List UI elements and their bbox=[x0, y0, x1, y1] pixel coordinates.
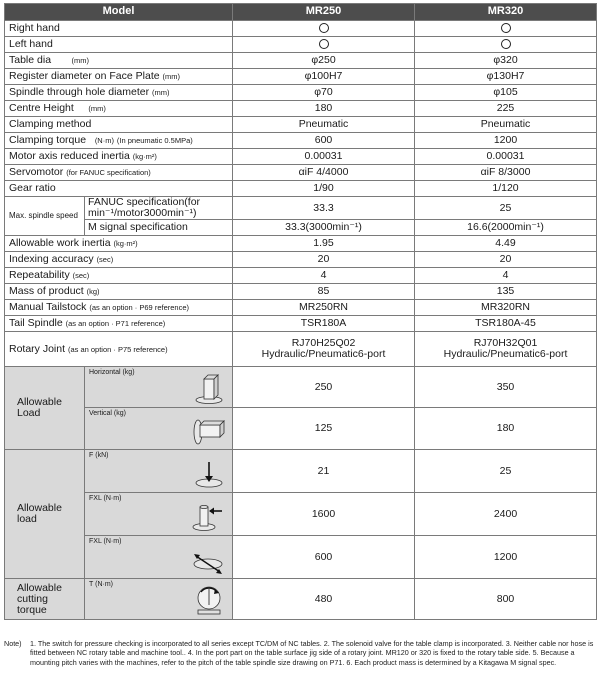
figure-torque bbox=[85, 579, 233, 620]
row-label-cell bbox=[5, 268, 233, 284]
caption-unit: (N·m) bbox=[103, 538, 122, 546]
value-mr250: TSR180A bbox=[233, 316, 415, 332]
value-mr320 bbox=[415, 21, 597, 37]
value-mr250: 33.3(3000min⁻¹) bbox=[233, 220, 415, 236]
value-mr250: MR250RN bbox=[233, 300, 415, 316]
value-mr320: 1/120 bbox=[415, 181, 597, 197]
figure-caption bbox=[89, 581, 113, 588]
row-label-cell bbox=[5, 85, 233, 101]
row-label: Centre Height bbox=[9, 101, 74, 114]
value-mr320 bbox=[415, 37, 597, 53]
row-label: Clamping method bbox=[5, 117, 233, 133]
moment-load-icon bbox=[190, 499, 226, 533]
row-motor-inertia bbox=[5, 149, 597, 165]
value-mr320: φ320 bbox=[415, 53, 597, 69]
figure-f bbox=[85, 450, 233, 493]
row-label: Left hand bbox=[5, 37, 233, 53]
value-mr250: φ70 bbox=[233, 85, 415, 101]
table-header bbox=[5, 4, 597, 21]
value-mr320: 4.49 bbox=[415, 236, 597, 252]
row-note: (as an option · P71 reference) bbox=[65, 319, 166, 329]
figure-fxl-2 bbox=[85, 536, 233, 579]
figure-caption bbox=[89, 369, 135, 376]
row-label-cell bbox=[5, 316, 233, 332]
caption-text: F bbox=[89, 452, 94, 460]
value-mr320: αiF 8/3000 bbox=[415, 165, 597, 181]
row-label-cell bbox=[5, 133, 233, 149]
figure-caption bbox=[89, 452, 108, 459]
value-mr320: TSR180A-45 bbox=[415, 316, 597, 332]
row-unit: (kg·m²) bbox=[132, 151, 157, 161]
row-servomotor bbox=[5, 165, 597, 181]
circle-mark-icon bbox=[501, 39, 511, 49]
row-max-speed-fanuc bbox=[5, 197, 597, 220]
row-right-hand bbox=[5, 21, 597, 37]
value-mr250: 20 bbox=[233, 252, 415, 268]
value-mr320: 1200 bbox=[415, 133, 597, 149]
row-label: Tail Spindle bbox=[9, 317, 63, 330]
value-mr250: 1/90 bbox=[233, 181, 415, 197]
value-mr320: Pneumatic bbox=[415, 117, 597, 133]
header-model: Model bbox=[5, 4, 233, 21]
value-line-2: Hydraulic/Pneumatic6-port bbox=[261, 348, 386, 361]
row-note: (as an option · P75 reference) bbox=[67, 344, 168, 354]
row-label-cell bbox=[5, 252, 233, 268]
value-mr320: 20 bbox=[415, 252, 597, 268]
caption-text: Vertical bbox=[89, 410, 112, 418]
row-label-cell bbox=[5, 236, 233, 252]
value-mr320: 25 bbox=[415, 197, 597, 220]
value-line-1: RJ70H25Q02 bbox=[291, 337, 356, 350]
row-label: Allowable work inertia bbox=[9, 237, 111, 250]
row-label: Right hand bbox=[5, 21, 233, 37]
value-mr250: 21 bbox=[233, 450, 415, 493]
row-rotary-joint bbox=[5, 332, 597, 367]
circle-mark-icon bbox=[501, 23, 511, 33]
value-mr320: 2400 bbox=[415, 493, 597, 536]
row-label: Gear ratio bbox=[5, 181, 233, 197]
value-mr250: 480 bbox=[233, 579, 415, 620]
row-label-cell bbox=[5, 332, 233, 367]
value-mr250: 33.3 bbox=[233, 197, 415, 220]
figure-caption bbox=[89, 410, 126, 417]
row-label: Spindle through hole diameter bbox=[9, 85, 150, 98]
row-load-vertical bbox=[5, 408, 597, 450]
row-unit: (mm) bbox=[71, 55, 89, 65]
value-mr320: 1200 bbox=[415, 536, 597, 579]
caption-unit: (N·m) bbox=[103, 495, 122, 503]
row-note: (In pneumatic 0.5MPa) bbox=[116, 135, 193, 145]
caption-text: FXL bbox=[89, 538, 102, 546]
row-cutting-torque bbox=[5, 579, 597, 620]
row-unit: (mm) bbox=[162, 71, 180, 81]
row-load-horizontal bbox=[5, 367, 597, 408]
row-load-fxl-2 bbox=[5, 536, 597, 579]
value-mr250 bbox=[233, 37, 415, 53]
row-label: Table dia bbox=[9, 53, 52, 66]
row-max-speed-msignal bbox=[5, 220, 597, 236]
row-label-cell bbox=[5, 101, 233, 117]
value-mr320: MR320RN bbox=[415, 300, 597, 316]
row-label: Clamping torque bbox=[9, 133, 87, 146]
row-table-dia bbox=[5, 53, 597, 69]
group-label-cutting-torque: Allowable cutting torque bbox=[5, 579, 85, 620]
value-mr250: φ100H7 bbox=[233, 69, 415, 85]
value-mr320: 25 bbox=[415, 450, 597, 493]
row-unit: (mm) bbox=[152, 87, 170, 97]
row-label: Indexing accuracy bbox=[9, 253, 94, 266]
value-mr250: 0.00031 bbox=[233, 149, 415, 165]
row-note: (as an option · P69 reference) bbox=[89, 303, 189, 313]
row-unit: (sec) bbox=[72, 271, 90, 281]
row-left-hand bbox=[5, 37, 597, 53]
value-mr250: 600 bbox=[233, 536, 415, 579]
row-tail-spindle bbox=[5, 316, 597, 332]
row-indexing bbox=[5, 252, 597, 268]
figure-caption bbox=[89, 495, 121, 502]
value-mr320: 350 bbox=[415, 367, 597, 408]
figure-fxl-1 bbox=[85, 493, 233, 536]
group-label-allowable-load-2: Allowable load bbox=[5, 450, 85, 579]
row-clamping-torque bbox=[5, 133, 597, 149]
value-line-2: Hydraulic/Pneumatic6-port bbox=[443, 348, 568, 361]
value-mr320: φ105 bbox=[415, 85, 597, 101]
sub-label-fanuc: FANUC specification(for min⁻¹/motor3000min⁻¹) bbox=[85, 197, 233, 220]
row-label-cell bbox=[5, 284, 233, 300]
row-mass bbox=[5, 284, 597, 300]
row-label: Max. spindle speed bbox=[5, 197, 85, 236]
row-label-cell bbox=[5, 165, 233, 181]
axial-force-icon bbox=[192, 458, 226, 490]
footnote bbox=[4, 639, 596, 667]
row-label: Register diameter on Face Plate bbox=[9, 69, 160, 82]
value-line-1: RJ70H32Q01 bbox=[473, 337, 538, 350]
caption-text: T bbox=[89, 581, 94, 589]
footnote-prefix: Note) bbox=[4, 639, 22, 648]
row-unit: (mm) bbox=[88, 103, 106, 113]
header-mr250: MR250 bbox=[233, 4, 415, 21]
value-mr250: 180 bbox=[233, 101, 415, 117]
value-mr250: 1600 bbox=[233, 493, 415, 536]
value-mr320: 225 bbox=[415, 101, 597, 117]
row-clamping-method bbox=[5, 117, 597, 133]
value-mr250: 1.95 bbox=[233, 236, 415, 252]
row-load-f bbox=[5, 450, 597, 493]
row-gear-ratio bbox=[5, 181, 597, 197]
row-unit: (kg) bbox=[86, 287, 100, 297]
row-label: Servomotor bbox=[9, 165, 64, 178]
row-label: Mass of product bbox=[9, 285, 84, 298]
figure-horizontal bbox=[85, 367, 233, 408]
row-label-cell bbox=[5, 149, 233, 165]
header-mr320: MR320 bbox=[415, 4, 597, 21]
footnote-text: 1. The switch for pressure checking is incorporated to all series except TC/DM of NC tables. 2. The solenoid valve for the table clamp is incorporated. 3. Neither cable nor hose is fitted between NC rotary table and machine tool.. 4. In the port part on the table surface jig side of a rotary joint. MR120 or 320 is fixed to the rotary table side. 5. Because a mounting pitch varies with the machines, refer to the pitch of the table spindle size drawing on P71. 6. Each product mass is determined by a Kitagawa M signal spec. bbox=[30, 639, 594, 667]
value-mr320: φ130H7 bbox=[415, 69, 597, 85]
group-label-allowable-load: Allowable Load bbox=[5, 367, 85, 450]
row-repeatability bbox=[5, 268, 597, 284]
caption-text: Horizontal bbox=[89, 369, 121, 377]
row-centre-height bbox=[5, 101, 597, 117]
value-mr320: 4 bbox=[415, 268, 597, 284]
figure-vertical bbox=[85, 408, 233, 450]
caption-unit: (kg) bbox=[122, 369, 135, 377]
row-register-diameter bbox=[5, 69, 597, 85]
value-mr250: 85 bbox=[233, 284, 415, 300]
row-unit: (N·m) bbox=[94, 135, 114, 145]
row-label: Manual Tailstock bbox=[9, 301, 87, 314]
figure-caption bbox=[89, 538, 121, 545]
value-mr250: Pneumatic bbox=[233, 117, 415, 133]
horizontal-load-icon bbox=[192, 371, 226, 405]
value-mr320: 180 bbox=[415, 408, 597, 450]
row-label-cell bbox=[5, 69, 233, 85]
row-work-inertia bbox=[5, 236, 597, 252]
row-note: (for FANUC specification) bbox=[66, 167, 151, 177]
value-mr250: 125 bbox=[233, 408, 415, 450]
caption-unit: (N·m) bbox=[95, 581, 113, 589]
caption-unit: (kN) bbox=[95, 452, 109, 460]
row-label: Motor axis reduced inertia bbox=[9, 149, 130, 162]
torque-icon bbox=[192, 583, 226, 617]
spec-table bbox=[4, 3, 597, 620]
caption-unit: (kg) bbox=[113, 410, 126, 418]
value-mr250: 4 bbox=[233, 268, 415, 284]
vertical-load-icon bbox=[190, 417, 226, 447]
row-tailstock bbox=[5, 300, 597, 316]
value-mr250 bbox=[233, 21, 415, 37]
row-spindle-hole bbox=[5, 85, 597, 101]
sub-label-msignal: M signal specification bbox=[85, 220, 233, 236]
value-mr320: 135 bbox=[415, 284, 597, 300]
value-mr250: 600 bbox=[233, 133, 415, 149]
circle-mark-icon bbox=[319, 39, 329, 49]
row-label-cell bbox=[5, 53, 233, 69]
value-mr320: 800 bbox=[415, 579, 597, 620]
row-label-cell bbox=[5, 300, 233, 316]
value-mr320 bbox=[415, 332, 597, 367]
row-unit: (sec) bbox=[96, 255, 114, 265]
circle-mark-icon bbox=[319, 23, 329, 33]
value-mr250: φ250 bbox=[233, 53, 415, 69]
value-mr320: 0.00031 bbox=[415, 149, 597, 165]
tilt-moment-icon bbox=[190, 546, 226, 576]
row-label: Repeatability bbox=[9, 269, 70, 282]
row-unit: (kg·m²) bbox=[113, 239, 138, 249]
value-mr250: αiF 4/4000 bbox=[233, 165, 415, 181]
row-load-fxl-1 bbox=[5, 493, 597, 536]
caption-text: FXL bbox=[89, 495, 102, 503]
value-mr250 bbox=[233, 332, 415, 367]
row-label: Rotary Joint bbox=[9, 342, 66, 355]
value-mr250: 250 bbox=[233, 367, 415, 408]
value-mr320: 16.6(2000min⁻¹) bbox=[415, 220, 597, 236]
